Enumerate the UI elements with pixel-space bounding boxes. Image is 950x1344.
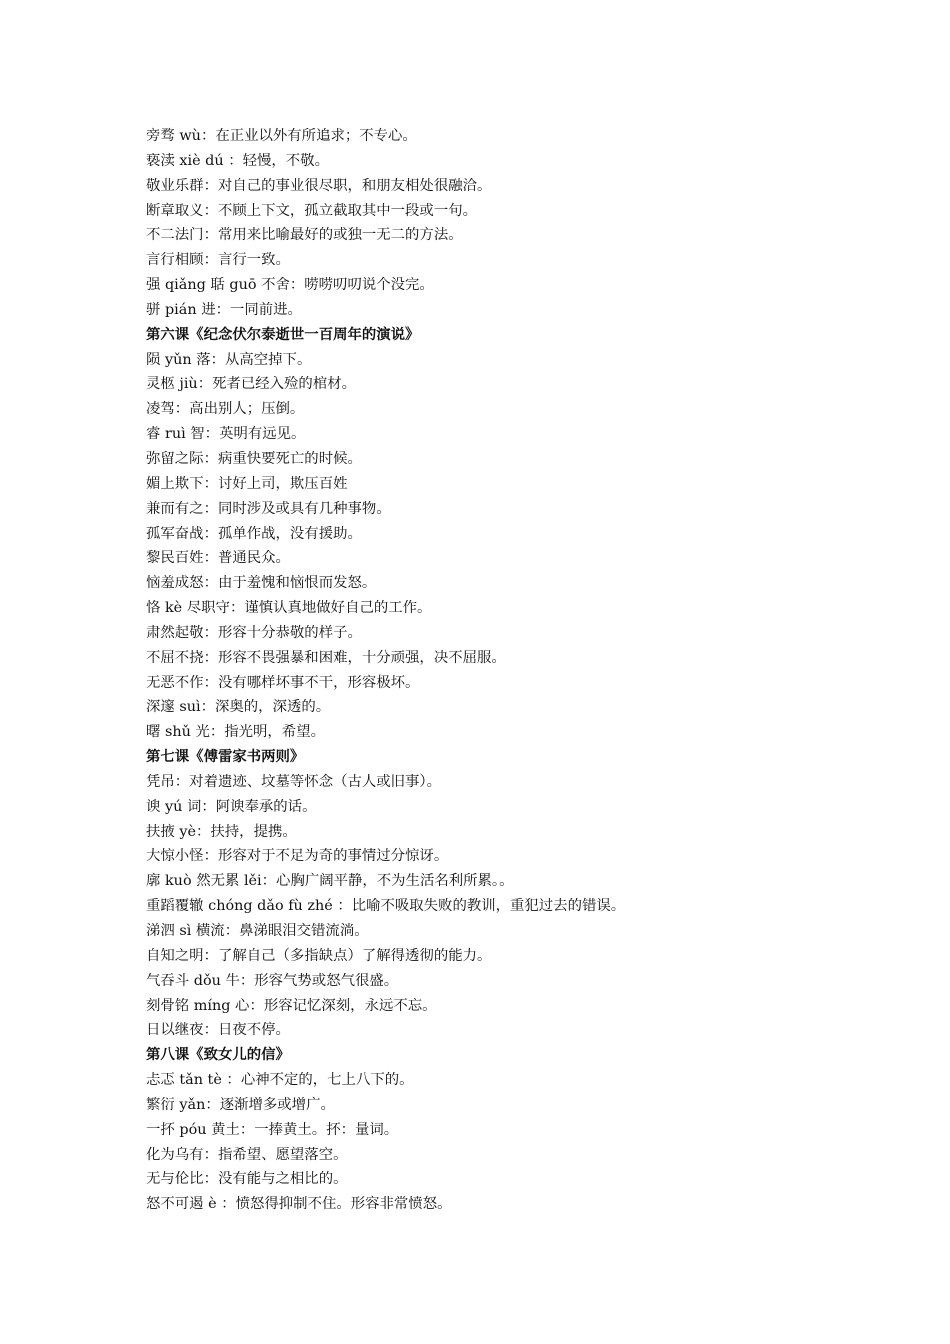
vocab-entry: 涕泗 sì 横流：鼻涕眼泪交错流淌。 (146, 923, 369, 939)
lesson-heading: 第六课《纪念伏尔泰逝世一百周年的演说》 (146, 325, 420, 343)
vocab-entry: 黎民百姓：普通民众。 (146, 550, 290, 567)
vocab-entry: 一抔 póu 黄土：一捧黄土。抔：量词。 (146, 1121, 399, 1138)
lesson-heading: 第七课《傅雷家书两则》 (146, 748, 305, 766)
vocab-entry: 化为乌有：指希望、愿望落空。 (146, 1146, 348, 1163)
vocab-entry: 深邃 suì：深奥的，深透的。 (146, 699, 331, 716)
vocab-entry: 肃然起敬：形容十分恭敬的样子。 (146, 624, 362, 641)
document-body (146, 124, 906, 1217)
vocab-entry: 不二法门：常用来比喻最好的或独一无二的方法。 (146, 227, 463, 244)
vocab-entry: 廓 kuò 然无累 lěi：心胸广阔平静，不为生活名利所累。。 (146, 873, 514, 890)
vocab-entry: 曙 shǔ 光：指光明，希望。 (146, 724, 325, 741)
vocab-entry: 气吞斗 dǒu 牛：形容气势或怒气很盛。 (146, 972, 399, 989)
vocab-entry: 凭吊：对着遗迹、坟墓等怀念（古人或旧事）。 (146, 773, 442, 790)
vocab-entry: 言行相顾：言行一致。 (146, 252, 290, 269)
vocab-entry: 谀 yú 词：阿谀奉承的话。 (146, 798, 317, 815)
vocab-entry: 亵渎 xiè dú ：轻慢，不敬。 (146, 152, 329, 169)
vocab-entry: 重蹈覆辙 chóng dǎo fù zhé ：比喻不吸取失败的教训，重犯过去的错误。 (146, 898, 626, 915)
vocab-entry: 弥留之际：病重快要死亡的时候。 (146, 450, 362, 467)
vocab-entry: 自知之明：了解自己（多指缺点）了解得透彻的能力。 (146, 947, 492, 964)
vocab-entry: 日以继夜：日夜不停。 (146, 1022, 290, 1039)
vocab-entry: 媚上欺下：讨好上司，欺压百姓 (146, 475, 348, 492)
vocab-entry: 骈 pián 进：一同前进。 (146, 301, 302, 318)
vocab-entry: 忐忑 tǎn tè ：心神不定的，七上八下的。 (146, 1072, 414, 1089)
vocab-entry: 孤军奋战：孤单作战，没有援助。 (146, 525, 362, 542)
vocab-entry: 无与伦比：没有能与之相比的。 (146, 1171, 348, 1188)
vocab-entry: 不屈不挠：形容不畏强暴和困难，十分顽强，决不屈服。 (146, 649, 506, 666)
vocab-entry: 敬业乐群：对自己的事业很尽职，和朋友相处很融洽。 (146, 177, 492, 194)
vocab-entry: 繁衍 yǎn：逐渐增多或增广。 (146, 1096, 335, 1113)
vocab-entry: 灵柩 jiù：死者已经入殓的棺材。 (146, 376, 356, 393)
vocab-entry: 强 qiǎng 聒 guō 不舍：唠唠叨叨说个没完。 (146, 277, 434, 294)
vocab-entry: 刻骨铭 míng 心：形容记忆深刻，永远不忘。 (146, 997, 437, 1014)
vocab-entry: 扶掖 yè：扶持，提携。 (146, 823, 297, 840)
vocab-entry: 恼羞成怒：由于羞愧和恼恨而发怒。 (146, 575, 377, 592)
vocab-entry: 旁骛 wù：在正业以外有所追求；不专心。 (146, 128, 417, 144)
vocab-entry: 睿 ruì 智：英明有远见。 (146, 426, 306, 443)
vocab-entry: 大惊小怪：形容对于不足为奇的事情过分惊讶。 (146, 848, 449, 865)
vocab-entry: 兼而有之：同时涉及或具有几种事物。 (146, 500, 391, 517)
vocab-entry: 怒不可遏 è ：愤怒得抑制不住。形容非常愤怒。 (146, 1196, 452, 1213)
vocab-entry: 陨 yǔn 落：从高空掉下。 (146, 351, 312, 368)
lesson-heading: 第八课《致女儿的信》 (146, 1046, 290, 1064)
vocab-entry: 恪 kè 尽职守：谨慎认真地做好自己的工作。 (146, 600, 432, 617)
vocab-entry: 无恶不作：没有哪样坏事不干，形容极坏。 (146, 674, 420, 691)
vocab-entry: 凌驾：高出别人；压倒。 (146, 401, 305, 418)
vocab-entry: 断章取义：不顾上下文，孤立截取其中一段或一句。 (146, 202, 477, 219)
